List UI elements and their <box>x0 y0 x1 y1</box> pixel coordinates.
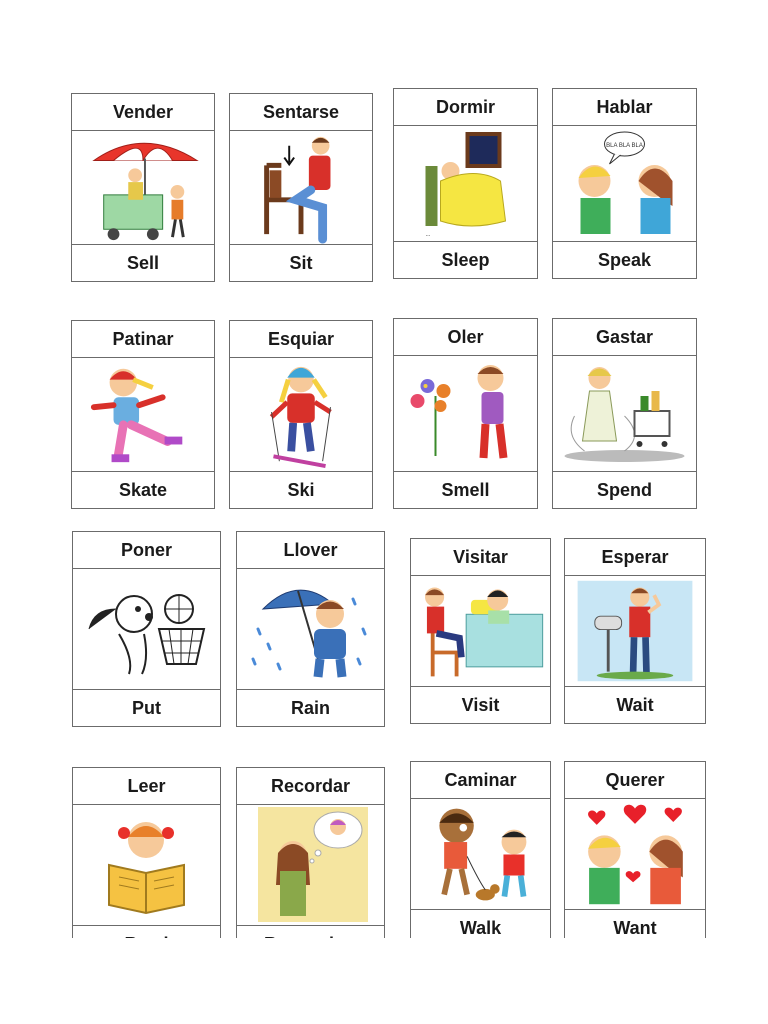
card-recordar <box>236 767 385 963</box>
card-english-word: Sleep <box>394 241 537 278</box>
card-oler <box>393 318 538 509</box>
card-english-word: Visit <box>411 686 550 723</box>
card-spanish-word: Esperar <box>565 539 705 576</box>
card-vender <box>71 93 215 282</box>
ice-cream-cart-icon <box>72 131 214 244</box>
woman-remembering-icon <box>237 805 384 925</box>
page-bottom-margin <box>0 938 768 1024</box>
card-sentarse <box>229 93 373 282</box>
card-spanish-word: Querer <box>565 762 705 799</box>
card-spanish-word: Sentarse <box>230 94 372 131</box>
card-spanish-word: Llover <box>237 532 384 569</box>
dog-basketball-icon <box>73 569 220 689</box>
card-esquiar <box>229 320 373 509</box>
kids-walking-dog-icon <box>411 799 550 909</box>
smelling-flowers-icon <box>394 356 537 471</box>
shopping-cart-icon <box>553 356 696 471</box>
card-english-word: Sell <box>72 244 214 281</box>
card-english-word: Skate <box>72 471 214 508</box>
card-visitar <box>410 538 551 724</box>
card-spanish-word: Gastar <box>553 319 696 356</box>
waiting-at-mailbox-icon <box>565 576 705 686</box>
card-hablar <box>552 88 697 279</box>
card-spanish-word: Esquiar <box>230 321 372 358</box>
card-spanish-word: Leer <box>73 768 220 805</box>
roller-skater-icon <box>72 358 214 471</box>
card-dormir <box>393 88 538 279</box>
svg-text:...: ... <box>425 232 431 238</box>
girl-reading-book-icon <box>73 805 220 925</box>
card-english-word: Wait <box>565 686 705 723</box>
card-querer <box>564 761 706 947</box>
umbrella-rain-icon <box>237 569 384 689</box>
card-english-word: Put <box>73 689 220 726</box>
card-english-word: Smell <box>394 471 537 508</box>
sleeping-in-bed-icon <box>394 126 537 241</box>
card-patinar <box>71 320 215 509</box>
card-spanish-word: Hablar <box>553 89 696 126</box>
card-leer <box>72 767 221 963</box>
card-esperar <box>564 538 706 724</box>
card-spanish-word: Vender <box>72 94 214 131</box>
card-spanish-word: Patinar <box>72 321 214 358</box>
card-english-word: Walk <box>411 909 550 946</box>
sitting-on-chair-icon <box>230 131 372 244</box>
card-english-word: Want <box>565 909 705 946</box>
card-english-word: Ski <box>230 471 372 508</box>
couple-with-hearts-icon <box>565 799 705 909</box>
skier-icon <box>230 358 372 471</box>
card-spanish-word: Caminar <box>411 762 550 799</box>
card-spanish-word: Dormir <box>394 89 537 126</box>
speech-bubble-text: BLA BLA BLA <box>606 143 643 149</box>
two-people-talking-icon <box>553 126 696 241</box>
visiting-sick-person-icon <box>411 576 550 686</box>
card-spanish-word: Recordar <box>237 768 384 805</box>
card-spanish-word: Oler <box>394 319 537 356</box>
card-english-word: Rain <box>237 689 384 726</box>
card-english-word: Sit <box>230 244 372 281</box>
card-spanish-word: Poner <box>73 532 220 569</box>
card-poner <box>72 531 221 727</box>
card-english-word: Spend <box>553 471 696 508</box>
card-caminar <box>410 761 551 947</box>
card-english-word: Speak <box>553 241 696 278</box>
card-llover <box>236 531 385 727</box>
card-spanish-word: Visitar <box>411 539 550 576</box>
card-gastar <box>552 318 697 509</box>
